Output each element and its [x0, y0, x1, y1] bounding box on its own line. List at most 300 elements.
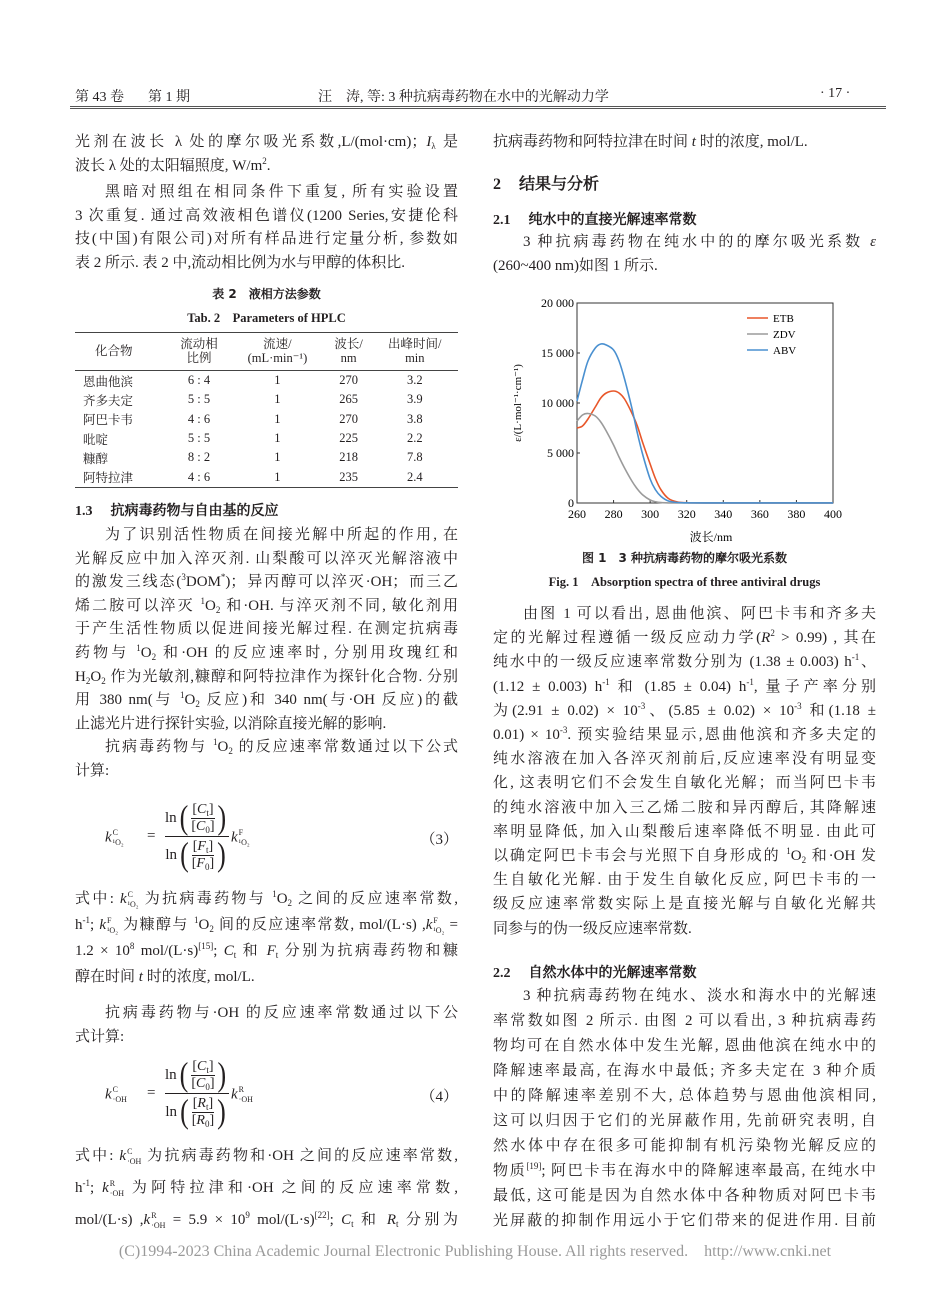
text-run: 间的反应速率常数, mol/(L·s) ,	[213, 917, 426, 933]
superscript: 9	[245, 1210, 250, 1220]
equation-number: （4）	[420, 1089, 458, 1105]
equation-4	[75, 1057, 458, 1137]
variable: C	[196, 818, 206, 834]
text-run: 、(5.85 ± 0.02) × 10	[645, 702, 795, 719]
text-line	[75, 571, 458, 595]
text-run: O	[90, 668, 102, 685]
text-run: 为(2.91 ± 0.02) × 10	[493, 702, 638, 719]
column-header-line2: min	[405, 351, 425, 365]
den-log-term	[165, 1094, 228, 1130]
text-line	[75, 548, 458, 572]
k-superscript: R	[238, 1085, 245, 1094]
text-line	[75, 886, 458, 912]
text-run: 是	[435, 134, 458, 150]
text-line	[493, 820, 876, 844]
table-row	[75, 410, 458, 429]
paragraph-molar-absorption	[493, 231, 876, 278]
ratio-bottom: $[R_0]$	[191, 1112, 215, 1129]
k-superscript: C	[127, 1146, 133, 1156]
column-header	[326, 333, 372, 371]
text-line	[75, 1001, 458, 1025]
text-run: )；异丙醇可以淬灭·OH；而三乙	[225, 574, 458, 591]
column-header-line1: 流速/	[263, 337, 292, 351]
text-run: 3 种抗病毒药物在纯水、淡水和海水中的光解速	[523, 988, 876, 1004]
text-run: 以确定阿巴卡韦会与光照下自身形成的	[493, 848, 787, 865]
k-symbol: k	[231, 1086, 238, 1103]
k-subscript: ¹O₂	[127, 899, 139, 909]
subscript: t	[275, 950, 279, 960]
superscript: -3	[559, 725, 568, 736]
superscript: 1	[200, 595, 206, 606]
superscript: 8	[129, 941, 135, 951]
subscript: 2	[151, 651, 157, 662]
text-line	[75, 131, 458, 155]
text-run: 之间的反应速率常数,	[292, 891, 458, 907]
subscript: t	[233, 950, 237, 960]
x-tick-label: 400	[824, 507, 842, 521]
text-run: mol/(L·s)	[249, 1212, 315, 1228]
text-line	[493, 723, 876, 747]
text-run: ; 阿巴卡韦在海水中的降解速率最高, 在纯水中	[541, 1163, 876, 1179]
variable: R	[197, 1095, 206, 1111]
text-line	[75, 524, 458, 548]
subscript: 2	[215, 604, 221, 615]
k-symbol: k	[105, 829, 112, 846]
k-symbol: k	[99, 917, 107, 933]
table-cell: 1	[274, 450, 281, 465]
table-cell: 5 : 5	[187, 431, 211, 446]
text-line	[75, 1204, 458, 1236]
text-line	[493, 1134, 876, 1159]
text-run: 波长 λ 处的太阳辐照度, W/m	[75, 157, 263, 174]
ratio	[192, 1096, 214, 1129]
text-run: (260~400 nm)如图 1 所示.	[493, 257, 658, 274]
k-symbol: k	[231, 829, 238, 846]
ratio-bottom: $[C_0]$	[191, 818, 215, 835]
variable: C	[197, 1058, 207, 1074]
text-line	[493, 131, 876, 155]
rate-constant-symbol	[102, 1172, 124, 1204]
x-tick-label: 380	[787, 507, 806, 521]
variable-subscript: 0	[204, 861, 210, 872]
variable: R	[196, 1112, 205, 1128]
text-line	[493, 984, 876, 1009]
text-line	[75, 1140, 458, 1172]
subscript: t	[396, 1219, 399, 1229]
text-run: 率常数如图 2 所示. 由图 2 可以看出, 3 种抗病毒药	[493, 1013, 876, 1029]
text-line	[75, 736, 458, 760]
table-cell: 吡啶	[83, 432, 109, 447]
variable-subscript: 0	[205, 824, 210, 835]
italic-symbol: C	[341, 1212, 352, 1228]
text-run: 时的浓度, mol/L.	[695, 134, 808, 150]
text-line	[493, 1009, 876, 1034]
right-paren: )	[217, 1055, 227, 1094]
text-line	[75, 618, 458, 642]
italic-symbol: R	[386, 1212, 397, 1228]
k-superscript: C	[127, 889, 133, 899]
table-row	[75, 448, 458, 467]
text-run: 为抗病毒药物与	[138, 891, 273, 907]
copyright-footer: (C)1994-2023 China Academic Journal Electronic Publishing House. All rights reserved. http://www.cnki.net	[118, 1243, 832, 1260]
ratio-top: $[C_t]$	[192, 801, 214, 818]
text-run: 和(1.18 ±	[801, 702, 877, 719]
table-cell: 1	[274, 392, 281, 407]
left-paren: (	[180, 1092, 189, 1131]
text-line	[75, 1025, 458, 1049]
superscript: 2	[770, 628, 775, 639]
column-header-line1: 流动相	[180, 337, 218, 351]
text-run: 0.01) × 10	[493, 727, 560, 744]
hplc-parameters-table	[75, 332, 458, 488]
ratio	[192, 839, 214, 872]
text-run: 和·OH 发	[806, 848, 876, 865]
text-run: O	[205, 597, 216, 614]
superscript: 3	[181, 572, 186, 583]
text-line	[75, 689, 458, 713]
table-cell: 齐多夫定	[83, 393, 134, 408]
text-run: O	[217, 739, 229, 756]
superscript: -1	[851, 652, 860, 663]
table-cell: 7.8	[406, 450, 423, 465]
variable-subscript: 0	[204, 1118, 210, 1129]
text-run: 和·OH 的反应速率时, 分别用玫瑰红和	[156, 644, 458, 661]
equation-number: （3）	[420, 832, 458, 848]
text-run: 3 种抗病毒药物在纯水中的的摩尔吸光系数	[523, 234, 871, 250]
text-run: 为抗病毒药物和·OH 之间的反应速率常数,	[141, 1148, 458, 1164]
variable: F	[196, 855, 205, 871]
text-run: 式中:	[75, 1148, 120, 1164]
subscript: t	[351, 1219, 354, 1229]
k-scripts	[110, 1179, 124, 1199]
text-run: O	[140, 644, 152, 661]
text-run: 和 (1.85 ± 0.04) h	[609, 678, 747, 695]
text-run: 止滤光片进行探针实验, 以消除直接光解的影响.	[75, 715, 387, 732]
table-cell: 1	[274, 431, 281, 446]
superscript: 1	[272, 889, 277, 899]
superscript: [22]	[314, 1210, 330, 1220]
text-run: O	[198, 917, 210, 933]
column-header	[169, 333, 230, 371]
text-run: 光解反应中加入淬灭剂. 山梨酸可以淬灭光解溶液中	[75, 550, 458, 567]
text-run: mol/(L·s)	[134, 943, 199, 959]
text-line	[75, 964, 458, 990]
paragraph-oh-rate	[75, 1001, 458, 1049]
k-subscript: ¹O₂	[107, 925, 118, 935]
k-superscript: R	[151, 1210, 157, 1220]
right-paren: )	[217, 1092, 226, 1131]
text-run: 物均可在自然水体中发生光解, 恩曲他滨在纯水中的	[493, 1038, 876, 1054]
text-run: 于产生活性物质以促进间接光解过程. 在测定抗病毒	[75, 621, 458, 638]
text-line	[75, 912, 458, 938]
rate-constant-symbol	[144, 1204, 166, 1236]
text-run: 黑暗对照组在相同条件下重复, 所有实验设置	[105, 184, 458, 200]
equation-3	[75, 800, 458, 880]
text-run: 、	[859, 654, 876, 671]
table-cell: 3.9	[406, 392, 423, 407]
ln-operator: ln	[165, 1103, 178, 1120]
superscript: 1	[786, 846, 791, 857]
table-cell: 1	[274, 411, 281, 426]
text-line	[493, 255, 876, 279]
table-cell: 恩曲他滨	[83, 374, 134, 389]
subscript: 2	[228, 746, 233, 757]
text-run: > 0.99) , 其在	[774, 630, 876, 647]
table-cell: 4 : 6	[187, 411, 211, 426]
equals-sign: =	[147, 828, 156, 844]
k-subscript: ·OH	[109, 1188, 124, 1198]
subscript: 2	[287, 898, 293, 908]
text-line	[493, 844, 876, 868]
text-run: 用 380 nm(与	[75, 692, 180, 709]
table-cell: 4 : 6	[169, 467, 230, 487]
section-2-heading	[493, 171, 876, 194]
text-line	[75, 155, 458, 179]
text-run: 和	[353, 1212, 387, 1228]
rate-constant-symbol	[426, 912, 445, 938]
text-run: 纯水溶液在加入各淬灭剂前后,反应速率没有明显变	[493, 751, 876, 768]
series-line-zdv	[577, 413, 833, 502]
table-cell: 3.2	[406, 373, 423, 388]
text-line	[75, 252, 458, 276]
section-title: 纯水中的直接光解速率常数	[528, 212, 697, 228]
text-run: 这可以归因于它们的光屏蔽作用, 先前研究表明, 自	[493, 1113, 876, 1129]
text-line	[75, 713, 458, 737]
rate-constant-symbol	[119, 1140, 141, 1172]
column-header-line1: 出峰时间/	[388, 337, 442, 351]
x-tick-label: 260	[568, 507, 586, 521]
text-run: 光屏蔽的抑制作用远小于它们带来的促进作用. 目前	[493, 1213, 876, 1229]
column-header-line2: (mL·min⁻¹)	[247, 351, 308, 365]
variable: C	[197, 801, 207, 817]
k-superscript: C	[112, 828, 119, 837]
k-superscript: F	[107, 915, 112, 925]
x-tick-label: 340	[714, 507, 733, 521]
k-superscript: F	[238, 828, 244, 837]
left-paren: (	[179, 798, 189, 837]
table-title-cn: 表 2 液相方法参数	[212, 287, 321, 301]
text-line	[75, 666, 458, 690]
superscript: -3	[794, 700, 802, 711]
text-line	[493, 892, 876, 916]
legend-label: ZDV	[773, 329, 796, 341]
series-line-etb	[577, 391, 833, 503]
right-paren: )	[217, 835, 226, 874]
k-superscript: C	[112, 1085, 119, 1094]
text-run: DOM	[185, 574, 221, 591]
k-subscript: ¹O₂	[112, 838, 124, 847]
text-run: H	[75, 668, 86, 685]
text-line	[75, 760, 458, 784]
k-scripts	[107, 916, 118, 936]
superscript: -1	[602, 676, 610, 687]
k-symbol: k	[102, 1180, 109, 1196]
text-line	[75, 595, 458, 619]
text-line	[493, 1184, 876, 1209]
superscript: -3	[637, 700, 646, 711]
rate-constant-symbol	[105, 1085, 127, 1105]
table-2	[75, 285, 458, 488]
num-log-term	[165, 1057, 229, 1093]
left-paren: (	[179, 1055, 189, 1094]
k-subscript: ·OH	[127, 1156, 142, 1166]
table-title-en: Tab. 2 Parameters of HPLC	[187, 311, 346, 325]
y-tick-label: 20 000	[541, 296, 574, 310]
text-run: h	[75, 917, 83, 933]
table-row	[75, 429, 458, 448]
table-cell: 糠醇	[83, 451, 109, 466]
table-cell: 1	[274, 373, 281, 388]
figure-1-chart	[493, 290, 876, 550]
text-line	[493, 917, 876, 941]
variable-subscript: t	[205, 1101, 209, 1112]
text-run: 的反应速率常数通过以下公式	[232, 739, 458, 756]
page-number: · 17 ·	[820, 86, 851, 101]
ratio-bottom: $[F_0]$	[191, 855, 215, 872]
k-superscript: R	[109, 1178, 116, 1188]
left-paren: (	[180, 835, 189, 874]
table-cell: 270	[339, 373, 358, 388]
italic-symbol: t	[138, 969, 143, 985]
text-run: 技(中国)有限公司)对所有样品进行定量分析, 参数如	[75, 231, 458, 247]
ratio-bottom: $[C_0]$	[191, 1075, 215, 1092]
text-run: 为阿特拉津和·OH 之间的反应速率常数,	[124, 1180, 458, 1196]
superscript: -1	[82, 1178, 90, 1188]
rate-constant-symbol	[120, 886, 139, 912]
text-run: O	[790, 848, 802, 865]
k-symbol: k	[143, 1212, 151, 1228]
text-line	[493, 1109, 876, 1134]
text-line	[75, 642, 458, 666]
k-scripts	[127, 1147, 141, 1167]
text-run: 1.2 × 10	[75, 943, 130, 959]
superscript: *	[220, 572, 226, 583]
text-run: ;	[329, 1212, 342, 1228]
text-run: 3 次重复. 通过高效液相色谱仪(1200 Series,安捷伦科	[75, 207, 458, 224]
header-rule	[70, 106, 886, 109]
text-line	[493, 747, 876, 771]
section-title: 结果与分析	[519, 174, 600, 193]
text-run: 醇在时间	[75, 969, 139, 985]
text-run: 分别为	[398, 1212, 458, 1228]
section-number: 2.1	[493, 213, 511, 228]
k-superscript: F	[433, 915, 438, 925]
column-header-line2: nm	[340, 351, 357, 365]
table-cell: 6 : 4	[187, 373, 211, 388]
journal-issue: 第 1 期	[148, 90, 190, 105]
y-axis-title: ε/(L·mol⁻¹·cm⁻¹)	[512, 364, 524, 442]
text-run: 的激发三线态(	[75, 574, 182, 591]
superscript: 1	[180, 690, 185, 701]
column-header-line1: 化合物	[95, 344, 133, 358]
text-line	[493, 675, 876, 699]
text-run: 为了识别活性物质在间接光解中所起的作用, 在	[105, 527, 458, 543]
text-line	[493, 1034, 876, 1059]
table-cell: 阿巴卡韦	[83, 413, 134, 428]
figure-caption-en: Fig. 1 Absorption spectra of three antiviral drugs	[548, 575, 821, 589]
section-title: 自然水体中的光解速率常数	[528, 965, 697, 981]
section-title: 抗病毒药物与自由基的反应	[110, 503, 279, 519]
x-tick-label: 320	[677, 507, 696, 521]
ratio	[191, 1059, 214, 1092]
k-subscript: ·OH	[238, 1095, 253, 1104]
text-run: 纯水中的一级反应速率常数分别为 (1.38 ± 0.003) h	[493, 654, 852, 671]
text-run: 然水体中存在很多可能抑制有机污染物光解反应的	[493, 1138, 876, 1154]
column-header	[229, 333, 325, 371]
k-scripts	[239, 828, 250, 848]
paragraph-free-radical-reaction	[75, 524, 458, 784]
table-body	[75, 371, 458, 488]
column-header-line2: 比例	[186, 351, 212, 365]
paragraph-hplc-method	[75, 181, 458, 275]
subscript: λ	[431, 141, 436, 151]
y-tick-label: 0	[568, 496, 574, 510]
text-line	[493, 1059, 876, 1084]
text-run: 同参与的伪一级反应速率常数.	[493, 920, 692, 937]
ratio-top: $[F_t]$	[192, 838, 214, 855]
variable-subscript: 0	[205, 1081, 210, 1092]
y-tick-label: 15 000	[541, 346, 574, 360]
text-run: 光剂在波长 λ 处的摩尔吸光系数,L/(mol·cm)；	[75, 134, 427, 150]
text-run: = 5.9 × 10	[165, 1212, 246, 1228]
section-2-1-heading	[493, 209, 876, 229]
fraction	[165, 1057, 229, 1130]
text-run: 率明显降低, 加入山梨酸后速率降低不明显. 由此可	[493, 823, 876, 840]
text-run: 分别为抗病毒药物和糠	[278, 943, 458, 959]
text-run: 抗病毒药物与	[105, 739, 213, 756]
k-subscript: ¹O₂	[238, 838, 250, 847]
text-line	[493, 1084, 876, 1109]
k-symbol: k	[425, 917, 433, 933]
text-line	[493, 626, 876, 650]
rate-constant-symbol	[231, 1085, 253, 1105]
table-cell: 8 : 2	[187, 450, 211, 465]
text-run: 表 2 所示. 表 2 中,流动相比例为水与甲醇的体积比.	[75, 254, 406, 271]
text-run: 烯二胺可以淬灭	[75, 597, 201, 614]
ratio-top: $[C_t]$	[192, 1058, 214, 1075]
fraction	[165, 800, 229, 873]
x-tick-label: 360	[750, 507, 769, 521]
text-run: =	[444, 917, 458, 933]
text-run: 的纯水溶液中加入三乙烯二胺和异丙醇后, 其降解速	[493, 799, 876, 816]
italic-symbol: R	[761, 630, 771, 647]
section-2-2-heading	[493, 962, 876, 982]
text-line	[493, 868, 876, 892]
section-1-3-heading	[75, 500, 458, 520]
section-number: 2.2	[493, 966, 511, 981]
superscript: 1	[194, 915, 199, 925]
text-line	[75, 205, 458, 229]
text-run: ;	[213, 943, 224, 959]
text-run: 物质	[493, 1163, 527, 1179]
variable: C	[196, 1075, 206, 1091]
text-run: 化, 这表明它们不会发生自敏化光解；而当阿巴卡韦	[493, 775, 876, 792]
table-row	[75, 467, 458, 487]
table-cell: 225	[339, 431, 358, 446]
column-header	[372, 333, 458, 371]
subscript: 2	[801, 855, 807, 866]
variable-subscript: t	[206, 1064, 209, 1075]
superscript: 2	[262, 155, 267, 166]
table-cell: 218	[339, 450, 358, 465]
legend-label: ETB	[773, 313, 794, 325]
text-run: 和·OH. 与淬灭剂不同, 敏化剂用	[220, 597, 458, 614]
table-cell: 2.2	[406, 431, 423, 446]
text-line	[493, 650, 876, 674]
superscript: -1	[82, 915, 90, 925]
table-row	[75, 390, 458, 409]
column-header	[75, 333, 169, 371]
